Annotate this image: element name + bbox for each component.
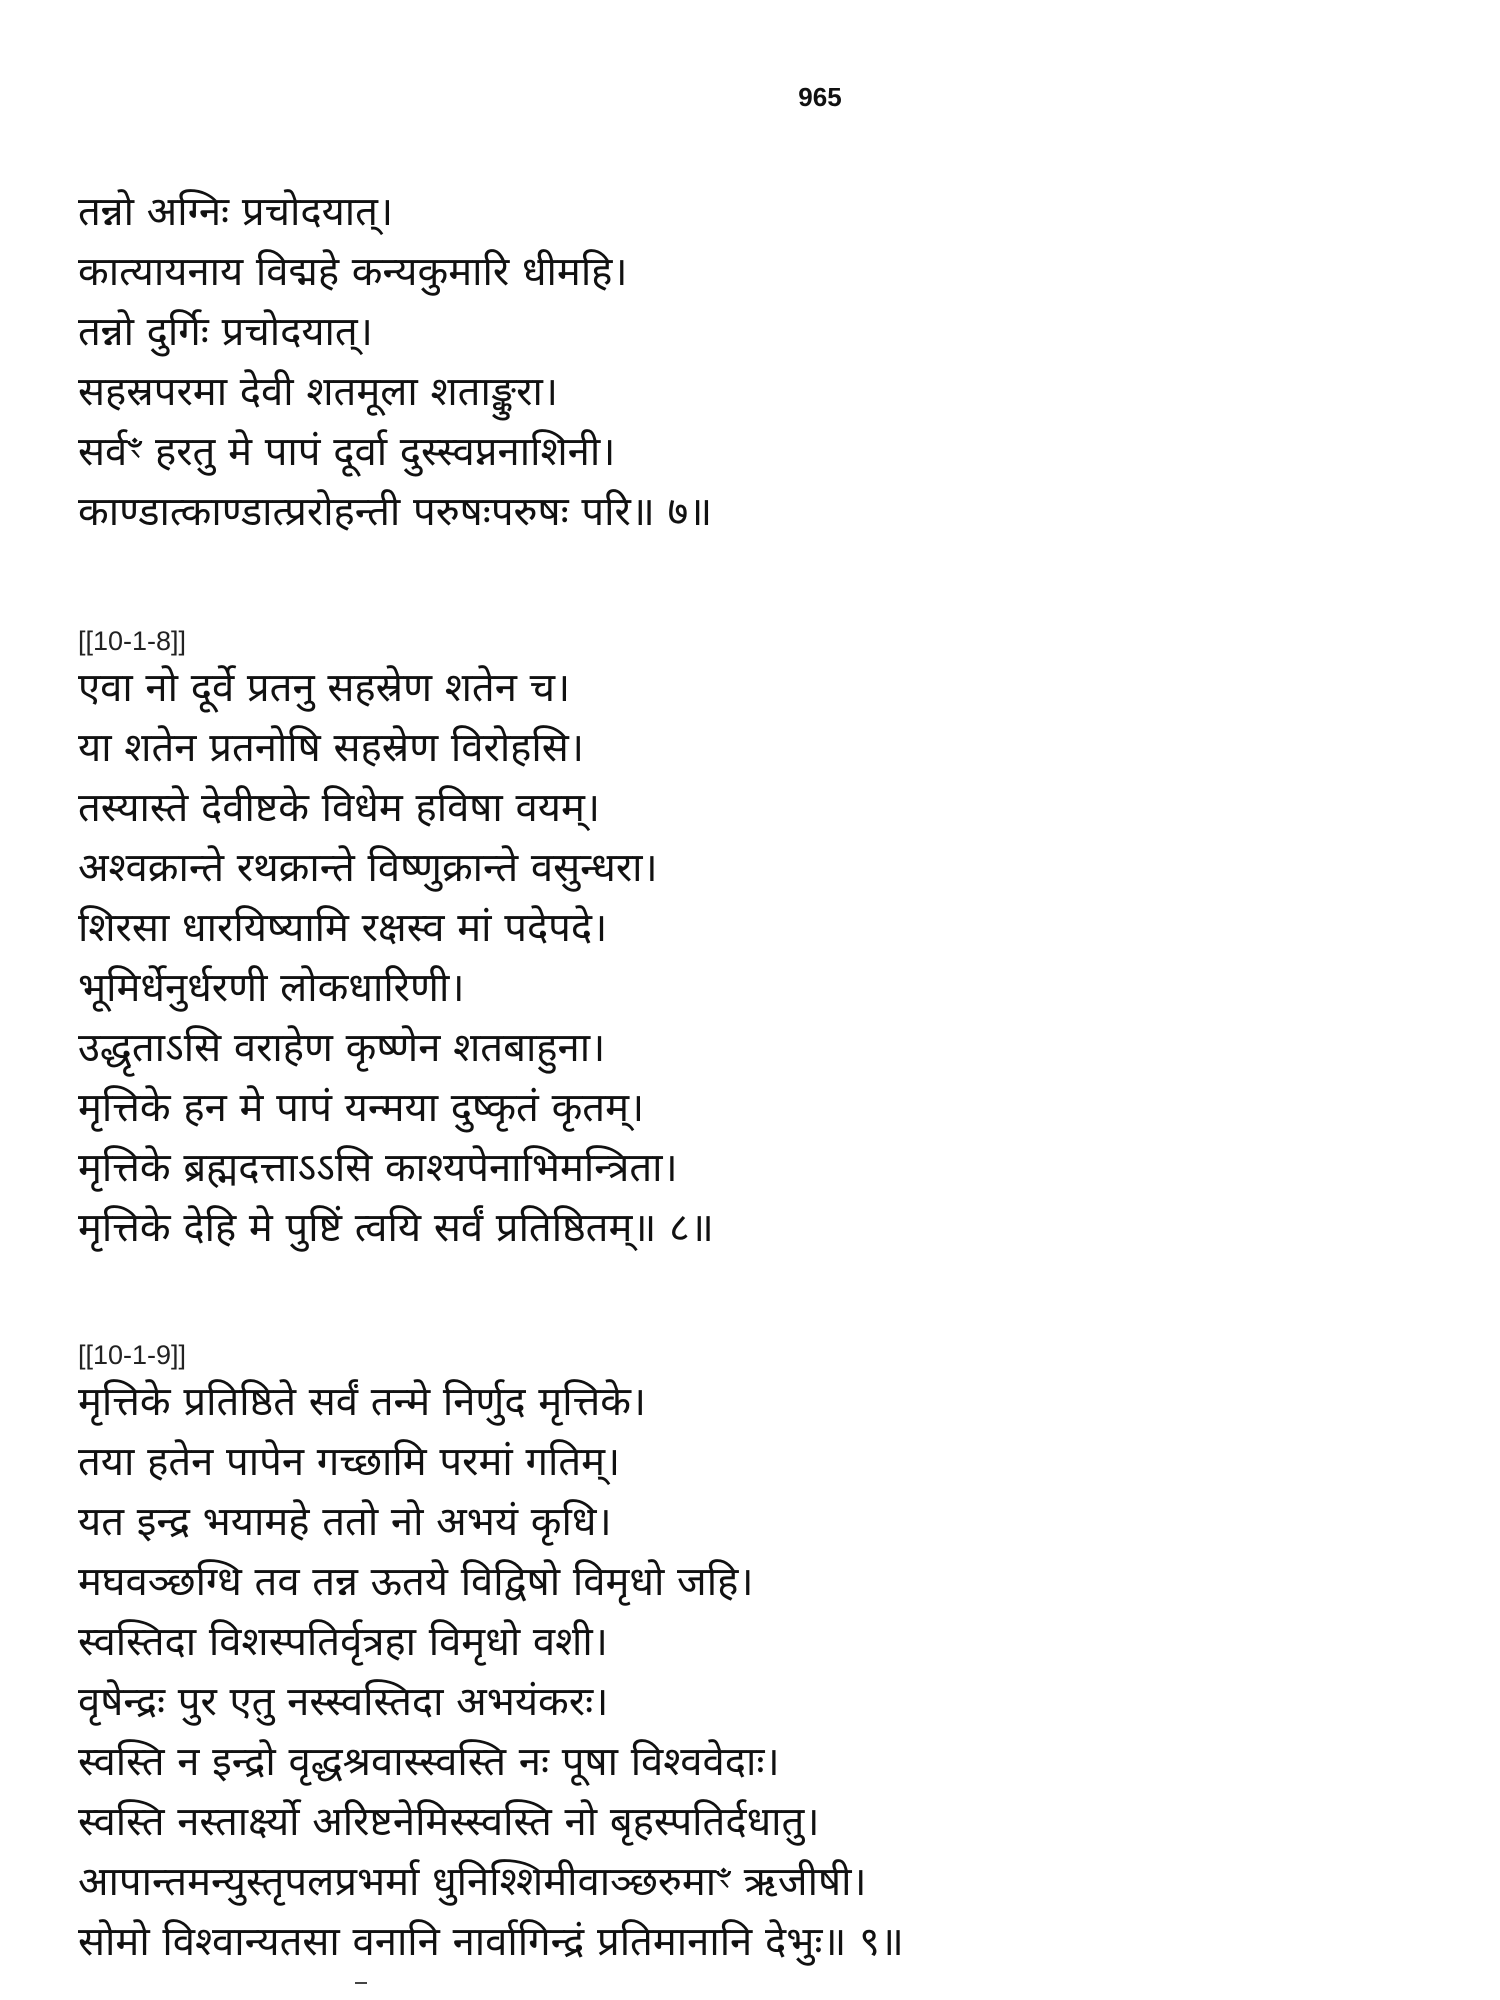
- verse-block-8: [78, 624, 1438, 1258]
- verse-line: वृषेन्द्रः पुर एतु नस्स्वस्तिदा अभयंकरः।: [78, 1679, 609, 1725]
- verse-line: काण्डात्काण्डात्प्ररोहन्ती परुषःपरुषः परि॥ ७॥: [78, 489, 713, 535]
- section-reference: [[10-1-9]]: [78, 1340, 187, 1370]
- verse-line: मघवञ्छग्धि तव तन्न ऊतये विद्विषो विमृधो जहि।: [78, 1559, 754, 1605]
- verse-line: एवा नो दूर्वे प्रतनु सहस्रेण शतेन च।: [78, 665, 571, 711]
- verse-block-9: [78, 1338, 1438, 1972]
- verse-line: तस्यास्ते देवीष्टके विधेम हविषा वयम्।: [78, 785, 601, 831]
- verse-line: भूमिर्धेनुर्धरणी लोकधारिणी।: [78, 965, 465, 1011]
- verse-line: तन्नो दुर्गिः प्रचोदयात्।: [78, 309, 373, 355]
- verse-line: अश्वक्रान्ते रथक्रान्ते विष्णुक्रान्ते वसुन्धरा।: [78, 845, 658, 891]
- verse-line: मृत्तिके ब्रह्मदत्ताऽऽसि काश्यपेनाभिमन्त्रिता।: [78, 1145, 678, 1191]
- verse-line: सर्वꣳ हरतु मे पापं दूर्वा दुस्स्वप्ननाशिनी।: [78, 429, 616, 475]
- text-body: [78, 182, 1438, 1972]
- verse-line: तन्नो अग्निः प्रचोदयात्।: [78, 189, 394, 235]
- verse-line: स्वस्ति नस्तार्क्ष्यो अरिष्टनेमिस्स्वस्ति नो बृहस्पतिर्दधातु।: [78, 1799, 820, 1845]
- verse-line: यत इन्द्र भयामहे ततो नो अभयं कृधि।: [78, 1499, 612, 1545]
- verse-line: स्वस्तिदा विशस्पतिर्वृत्रहा विमृधो वशी।: [78, 1619, 608, 1665]
- footer-mark: [355, 1982, 367, 1984]
- section-reference: [[10-1-8]]: [78, 626, 187, 656]
- verse-line: सहस्रपरमा देवी शतमूला शताङ्कुरा।: [78, 369, 559, 415]
- verse-line: स्वस्ति न इन्द्रो वृद्धश्रवास्स्वस्ति नः पूषा विश्ववेदाः।: [78, 1739, 780, 1785]
- verse-line: मृत्तिके हन मे पापं यन्मया दुष्कृतं कृतम्।: [78, 1085, 645, 1131]
- verse-line: मृत्तिके प्रतिष्ठिते सर्वं तन्मे निर्णुद मृत्तिके।: [78, 1379, 647, 1425]
- verse-line: या शतेन प्रतनोषि सहस्रेण विरोहसि।: [78, 725, 584, 771]
- verse-line: आपान्तमन्युस्तृपलप्रभर्मा धुनिश्शिमीवाञ्छरुमाꣳ ऋजीषी।: [78, 1859, 867, 1905]
- verse-line: कात्यायनाय विद्महे कन्यकुमारि धीमहि।: [78, 249, 628, 295]
- verse-line: उद्धृताऽसि वराहेण कृष्णेन शतबाहुना।: [78, 1025, 606, 1071]
- verse-line: सोमो विश्वान्यतसा वनानि नार्वागिन्द्रं प्रतिमानानि देभुः॥ ९॥: [78, 1919, 904, 1965]
- verse-line: मृत्तिके देहि मे पुष्टिं त्वयि सर्वं प्रतिष्ठितम्॥ ८॥: [78, 1205, 714, 1251]
- verse-line: तया हतेन पापेन गच्छामि परमां गतिम्।: [78, 1439, 621, 1485]
- verse-line: शिरसा धारयिष्यामि रक्षस्व मां पदेपदे।: [78, 905, 608, 951]
- page-number: 965: [798, 82, 842, 112]
- verse-block-7: [78, 182, 1438, 542]
